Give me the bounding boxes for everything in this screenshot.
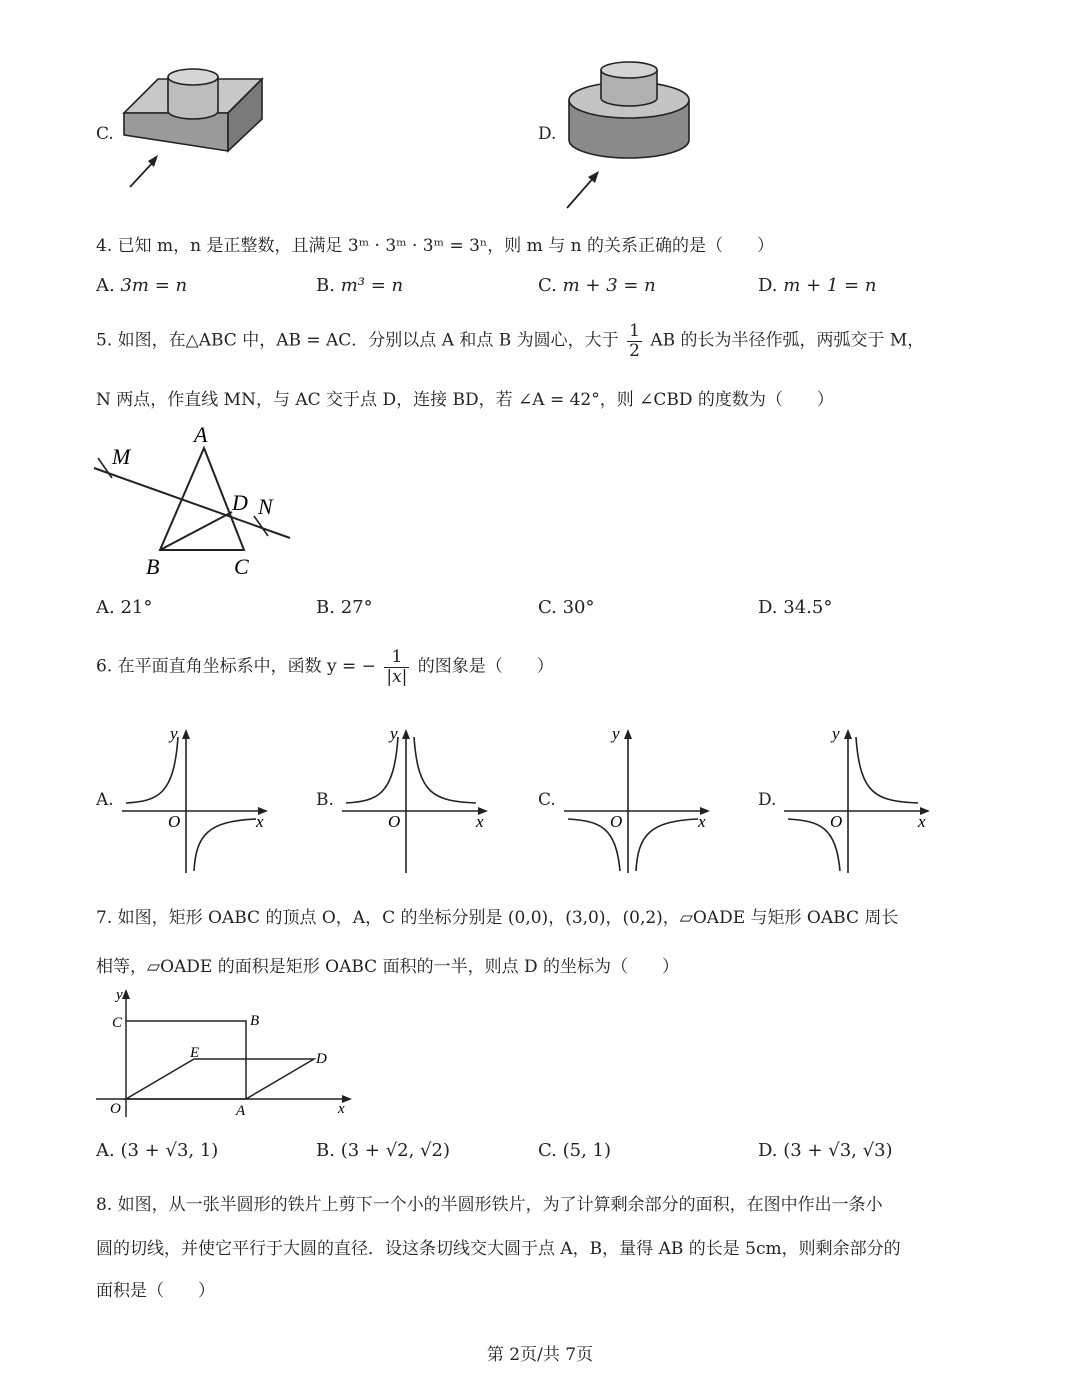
- q4-option-d[interactable]: [758, 275, 876, 296]
- q4-option-d-text: m + 1 = n: [783, 275, 877, 296]
- q6-a-x: x: [256, 812, 264, 831]
- q5-option-b[interactable]: [316, 597, 373, 618]
- q7-option-a-text: (3 + √3, 1): [120, 1140, 219, 1161]
- q7-label-a: A: [236, 1103, 246, 1119]
- q5-frac-num: 1: [629, 321, 640, 341]
- q5-option-a-letter: A.: [96, 597, 115, 618]
- q7-option-a-letter: A.: [96, 1140, 115, 1161]
- q6-graph-a[interactable]: [118, 725, 273, 875]
- q6-c-x: x: [698, 812, 706, 831]
- q6-b-o: O: [388, 812, 401, 831]
- q3-option-d-label: D.: [538, 124, 557, 144]
- q6-a-o: O: [168, 812, 181, 831]
- q7-label-b: B: [250, 1013, 260, 1029]
- q5-option-c-letter: C.: [538, 597, 557, 618]
- q7-label-c: C: [112, 1015, 123, 1031]
- q7-label-y: y: [116, 987, 123, 1003]
- q5-option-d[interactable]: [758, 597, 832, 618]
- q6-option-d-label[interactable]: D.: [758, 790, 777, 810]
- q7-option-d-letter: D.: [758, 1140, 778, 1161]
- q4-option-c-text: m + 3 = n: [562, 275, 656, 296]
- q7-option-a[interactable]: [96, 1140, 218, 1161]
- q4-option-a-text: 3m = n: [120, 275, 188, 296]
- q8-line1: 8. 如图，从一张半圆形的铁片上剪下一个小的半圆形铁片，为了计算剩余部分的面积，在图中作出一条小: [96, 1195, 883, 1215]
- q5-option-c-text: 30°: [562, 597, 595, 618]
- q7-stem-line1: 7. 如图，矩形 OABC 的顶点 O，A，C 的坐标分别是 (0,0)，(3,0)，(0,2)，▱OADE 与矩形 OABC 周长: [96, 908, 899, 928]
- q5-figure: [90, 420, 310, 580]
- q5-label-b: B: [146, 554, 160, 579]
- q5-label-n: N: [258, 494, 273, 519]
- q6-stem-part1: 6. 在平面直角坐标系中，函数 y = −: [96, 656, 376, 677]
- q6-b-y: y: [390, 725, 398, 743]
- q3-option-c-label: C.: [96, 124, 114, 144]
- q6-stem: [96, 648, 554, 686]
- q4-option-b-text: m³ = n: [340, 275, 404, 296]
- q4-option-c[interactable]: [538, 275, 656, 296]
- q6-stem-part2: 的图象是（ ）: [417, 656, 554, 677]
- q6-a-y: y: [170, 725, 178, 743]
- q4-option-b[interactable]: [316, 275, 403, 296]
- q6-b-x: x: [476, 812, 484, 831]
- q7-option-c-letter: C.: [538, 1140, 557, 1161]
- q6-graph-b[interactable]: [338, 725, 493, 875]
- q5-label-a: A: [194, 422, 208, 447]
- q8-line3: 面积是（ ）: [96, 1281, 215, 1301]
- q3-figure-d: [555, 50, 705, 215]
- q3-figure-c: [110, 55, 280, 200]
- q5-label-c: C: [234, 554, 249, 579]
- page-footer: 第 2页/共 7页: [486, 1345, 594, 1365]
- q6-frac-den: |x|: [386, 666, 408, 687]
- q6-frac-num: 1: [384, 648, 409, 668]
- q7-option-c-text: (5, 1): [562, 1140, 611, 1161]
- q4-option-a-letter: A.: [96, 275, 115, 296]
- q5-option-b-letter: B.: [316, 597, 335, 618]
- q5-stem-part2: AB 的长为半径作弧，两弧交于 M，: [650, 330, 925, 351]
- q7-option-b-text: (3 + √2, √2): [340, 1140, 450, 1161]
- q5-option-b-text: 27°: [340, 597, 373, 618]
- q7-option-d[interactable]: [758, 1140, 893, 1161]
- q7-label-e: E: [190, 1045, 200, 1061]
- q5-option-c[interactable]: [538, 597, 595, 618]
- q6-d-x: x: [918, 812, 926, 831]
- q4-option-a[interactable]: [96, 275, 187, 296]
- q7-option-d-text: (3 + √3, √3): [783, 1140, 893, 1161]
- q5-label-d: D: [232, 490, 248, 515]
- q5-option-a[interactable]: [96, 597, 152, 618]
- q5-label-m: M: [112, 444, 131, 469]
- q6-c-y: y: [612, 725, 620, 743]
- q6-d-y: y: [832, 725, 840, 743]
- q7-option-c[interactable]: [538, 1140, 611, 1161]
- q5-stem-line1: [96, 322, 924, 360]
- q6-option-a-label[interactable]: A.: [96, 790, 114, 810]
- q7-label-d: D: [316, 1051, 327, 1067]
- q4-stem: 4. 已知 m，n 是正整数，且满足 3ᵐ · 3ᵐ · 3ᵐ = 3ⁿ，则 m 与 n 的关系正确的是（ ）: [96, 236, 774, 256]
- q6-graph-c[interactable]: [560, 725, 715, 875]
- q8-line2: 圆的切线，并使它平行于大圆的直径．设这条切线交大圆于点 A，B，量得 AB 的长是 5cm，则剩余部分的: [96, 1239, 901, 1259]
- q5-fraction: [627, 322, 642, 360]
- q6-option-c-label[interactable]: C.: [538, 790, 556, 810]
- q7-label-x: x: [338, 1101, 345, 1117]
- q6-fraction: [384, 648, 409, 686]
- q4-option-d-letter: D.: [758, 275, 778, 296]
- q7-figure: [92, 985, 362, 1120]
- q5-stem-part1: 5. 如图，在△ABC 中，AB = AC．分别以点 A 和点 B 为圆心，大于: [96, 330, 619, 351]
- q4-option-c-letter: C.: [538, 275, 557, 296]
- q7-option-b-letter: B.: [316, 1140, 335, 1161]
- q5-option-d-letter: D.: [758, 597, 778, 618]
- q6-d-o: O: [830, 812, 843, 831]
- q6-option-b-label[interactable]: B.: [316, 790, 334, 810]
- q5-option-d-text: 34.5°: [783, 597, 833, 618]
- q7-stem-line2: 相等，▱OADE 的面积是矩形 OABC 面积的一半，则点 D 的坐标为（ ）: [96, 957, 680, 977]
- q7-label-o: O: [110, 1101, 121, 1117]
- q4-option-b-letter: B.: [316, 275, 335, 296]
- q5-stem-line2: N 两点，作直线 MN，与 AC 交于点 D，连接 BD，若 ∠A = 42°，则 ∠CBD 的度数为（ ）: [96, 390, 834, 410]
- q6-c-o: O: [610, 812, 623, 831]
- q6-graph-d[interactable]: [780, 725, 935, 875]
- q5-frac-den: 2: [629, 340, 640, 361]
- q7-option-b[interactable]: [316, 1140, 450, 1161]
- q5-option-a-text: 21°: [120, 597, 153, 618]
